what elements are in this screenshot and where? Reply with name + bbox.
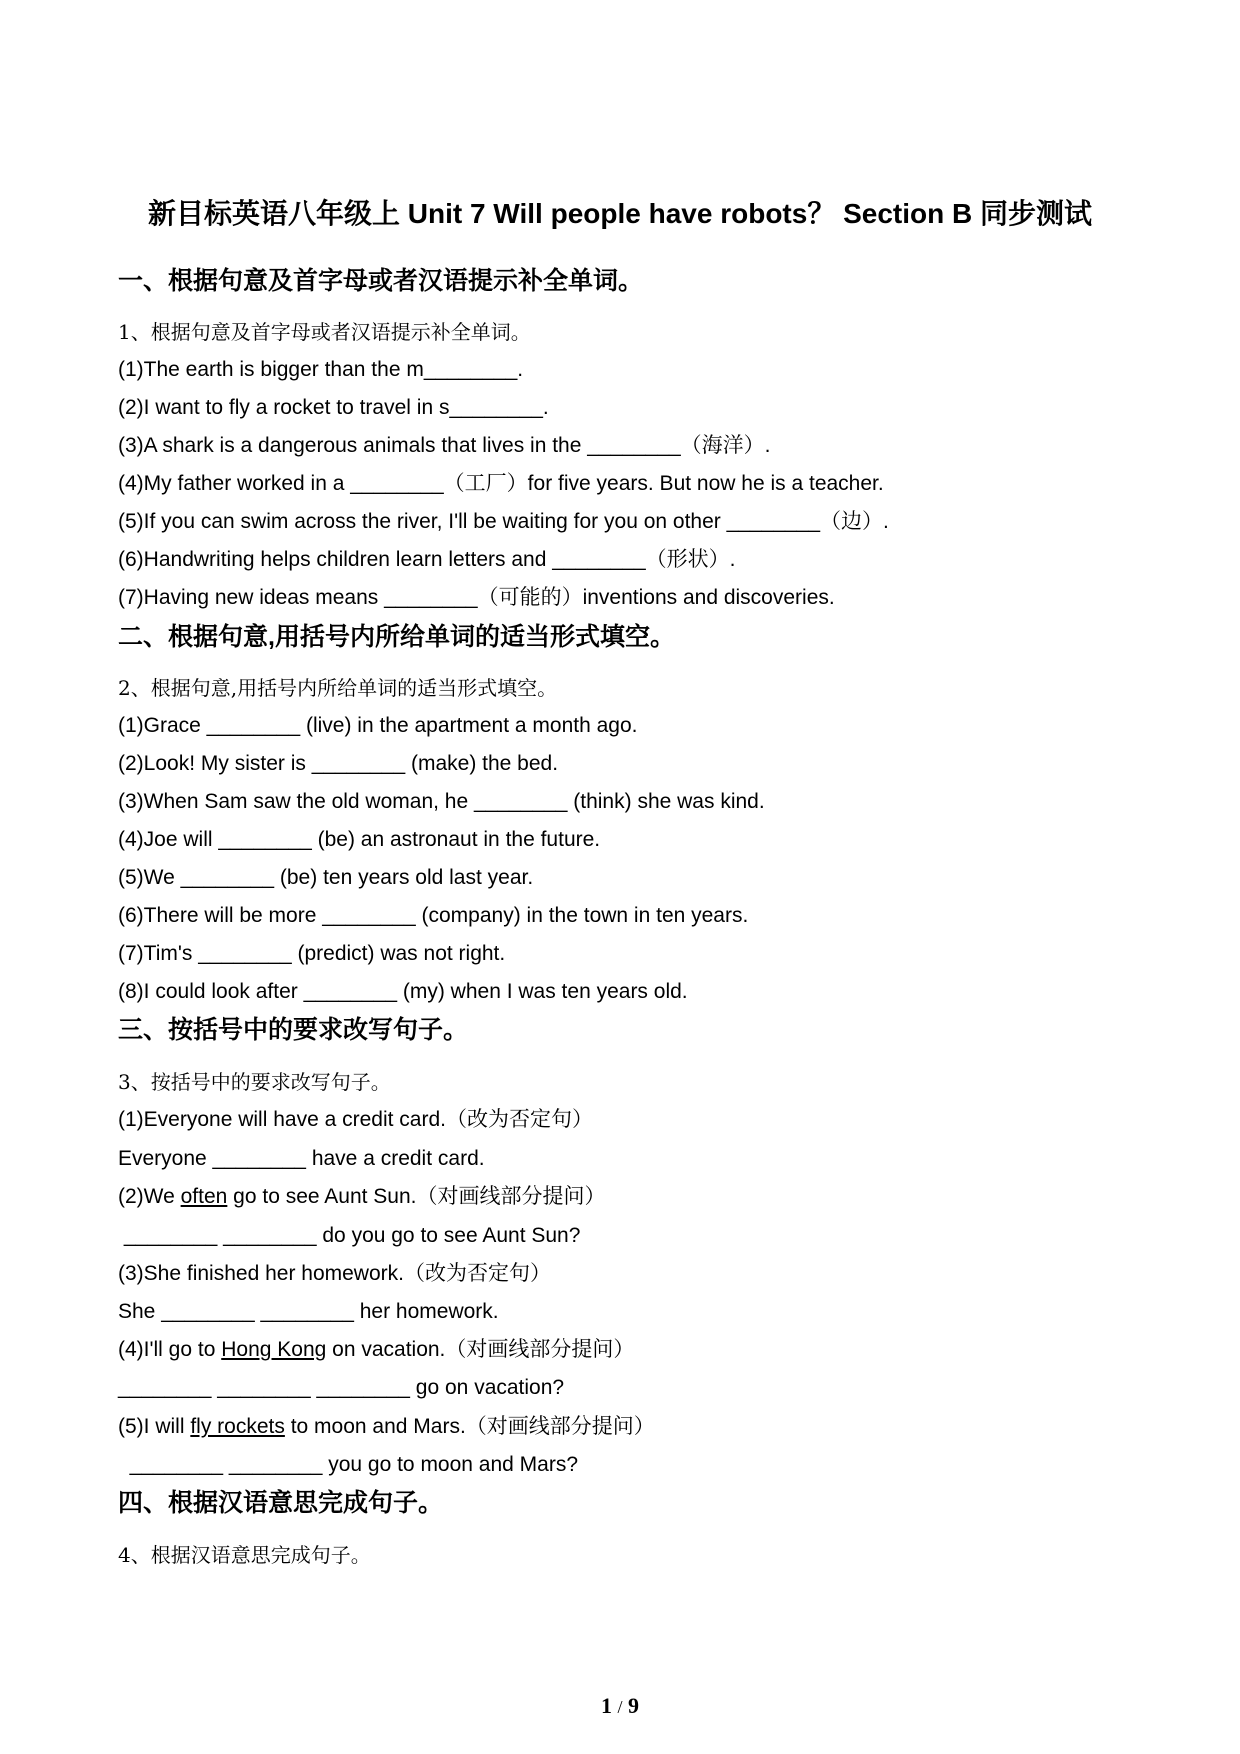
s3-question-3: (3)She finished her homework.（改为否定句） <box>118 1262 551 1285</box>
s2-item-7: (7)Tim's ________ (predict) was not right. <box>118 942 506 965</box>
s1-item-1: (1)The earth is bigger than the m________. <box>118 358 524 381</box>
s3-q2-underlined: often <box>180 1185 228 1208</box>
s2-item-4: (4)Joe will ________ (be) an astronaut in the future. <box>118 828 601 851</box>
s3-q4-prefix: (4)I'll go to <box>118 1338 222 1361</box>
section-heading-3: 三、按括号中的要求改写句子。 <box>118 1016 469 1044</box>
s3-q2-prefix: (2)We <box>118 1185 181 1208</box>
s2-item-8: (8)I could look after ________ (my) when I was ten years old. <box>118 980 688 1003</box>
section-4-instruction: 4、根据汉语意思完成句子。 <box>118 1543 371 1567</box>
s2-item-5: (5)We ________ (be) ten years old last year. <box>118 866 534 889</box>
page-total: 9 <box>628 1693 639 1718</box>
s3-answer-1: Everyone ________ have a credit card. <box>118 1147 485 1170</box>
s3-answer-3: She ________ ________ her homework. <box>118 1300 499 1323</box>
s3-q5-prefix: (5)I will <box>118 1415 191 1438</box>
s3-q5-suffix: to moon and Mars.（对画线部分提问） <box>284 1415 655 1438</box>
s3-q4-underlined: Hong Kong <box>221 1338 327 1361</box>
s1-item-7: (7)Having new ideas means ________（可能的）inventions and discoveries. <box>118 586 835 609</box>
s3-answer-4: ________ ________ ________ go on vacation? <box>118 1376 565 1399</box>
section-heading-2: 二、根据句意,用括号内所给单词的适当形式填空。 <box>118 623 675 651</box>
s2-item-6: (6)There will be more ________ (company) in the town in ten years. <box>118 904 749 927</box>
section-3-instruction: 3、按括号中的要求改写句子。 <box>118 1070 391 1094</box>
s1-item-4: (4)My father worked in a ________（工厂）for five years. But now he is a teacher. <box>118 472 884 495</box>
s2-item-3: (3)When Sam saw the old woman, he ________ (think) she was kind. <box>118 790 765 813</box>
section-heading-1: 一、根据句意及首字母或者汉语提示补全单词。 <box>118 267 644 295</box>
page-number <box>0 1692 1240 1721</box>
s2-item-1: (1)Grace ________ (live) in the apartment a month ago. <box>118 714 638 737</box>
s3-question-1: (1)Everyone will have a credit card.（改为否定句） <box>118 1108 593 1131</box>
page-current: 1 <box>600 1693 612 1718</box>
section-1-instruction: 1、根据句意及首字母或者汉语提示补全单词。 <box>118 320 531 344</box>
s3-question-5 <box>118 1413 655 1441</box>
section-2-instruction: 2、根据句意,用括号内所给单词的适当形式填空。 <box>118 676 558 700</box>
page-separator: / <box>617 1697 623 1717</box>
s3-question-4 <box>118 1336 634 1364</box>
s1-item-2: (2)I want to fly a rocket to travel in s________. <box>118 396 549 419</box>
s3-q2-suffix: go to see Aunt Sun.（对画线部分提问） <box>227 1185 606 1208</box>
page-title: 新目标英语八年级上 Unit 7 Will people have robots？ Section B 同步测试 <box>147 198 1093 229</box>
s1-item-3: (3)A shark is a dangerous animals that lives in the ________（海洋）. <box>118 434 771 457</box>
s1-item-6: (6)Handwriting helps children learn letters and ________（形状）. <box>118 548 736 571</box>
s3-answer-2: ________ ________ do you go to see Aunt Sun? <box>118 1224 581 1247</box>
s3-q4-suffix: on vacation.（对画线部分提问） <box>326 1338 635 1361</box>
s1-item-5: (5)If you can swim across the river, I'll be waiting for you on other ________（边）. <box>118 510 889 533</box>
section-heading-4: 四、根据汉语意思完成句子。 <box>118 1489 444 1517</box>
s3-answer-5: ________ ________ you go to moon and Mars? <box>118 1453 579 1476</box>
s2-item-2: (2)Look! My sister is ________ (make) the bed. <box>118 752 559 775</box>
s3-q5-underlined: fly rockets <box>190 1415 285 1438</box>
s3-question-2 <box>118 1183 606 1211</box>
